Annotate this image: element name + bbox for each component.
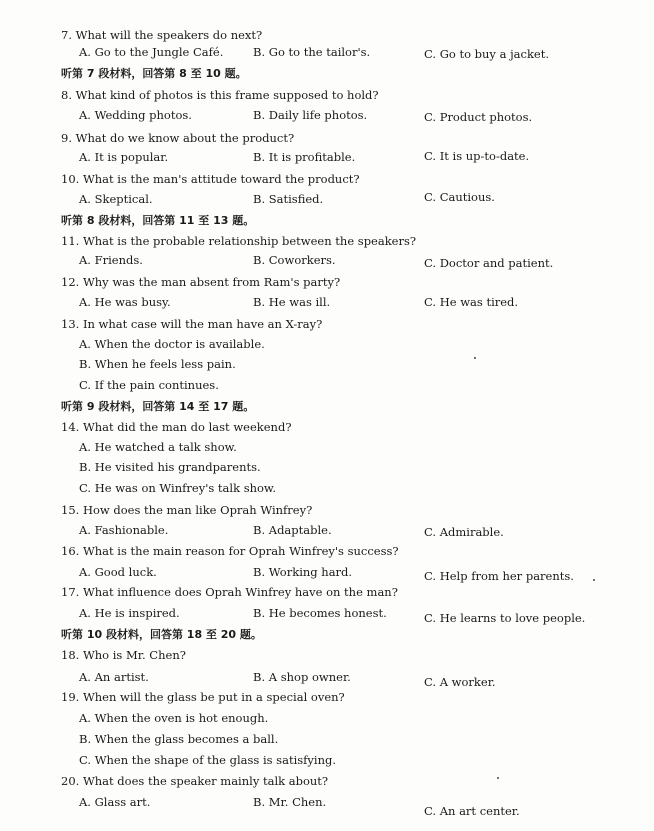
option-c: C. Help from her parents.: [424, 569, 574, 583]
question-stem: 18. Who is Mr. Chen?: [61, 648, 186, 662]
section-instruction: 听第 7 段材料，回答第 8 至 10 题。: [61, 67, 247, 80]
option-b: B. A shop owner.: [253, 670, 351, 684]
option-a: A. Fashionable.: [79, 523, 169, 537]
question-stem: 11. What is the probable relationship between the speakers?: [61, 234, 417, 248]
option-b: B. He becomes honest.: [253, 606, 387, 620]
section-instruction: 听第 8 段材料，回答第 11 至 13 题。: [61, 214, 255, 227]
option-a: A. Good luck.: [79, 565, 157, 579]
question-stem: 10. What is the man's attitude toward the product?: [61, 172, 360, 186]
question-stem: 12. Why was the man absent from Ram's party?: [61, 275, 341, 289]
option-line: A. When the doctor is available.: [79, 337, 265, 351]
question-stem: 9. What do we know about the product?: [61, 131, 295, 145]
option-line: C. If the pain continues.: [79, 378, 219, 392]
option-b: B. Mr. Chen.: [253, 795, 327, 809]
question-stem: 8. What kind of photos is this frame supposed to hold?: [61, 88, 379, 102]
option-c: C. Cautious.: [424, 190, 495, 204]
option-a: A. Friends.: [79, 253, 143, 267]
question-stem: 13. In what case will the man have an X-ray?: [61, 317, 323, 331]
question-stem: 7. What will the speakers do next?: [61, 28, 263, 42]
option-a: A. Skeptical.: [79, 192, 153, 206]
option-a: A. He was busy.: [79, 295, 171, 309]
option-a: A. It is popular.: [79, 150, 169, 164]
option-b: B. Adaptable.: [253, 523, 332, 537]
option-line: B. When he feels less pain.: [79, 357, 236, 371]
option-b: B. It is profitable.: [253, 150, 356, 164]
question-stem: 16. What is the main reason for Oprah Winfrey's success?: [61, 544, 399, 558]
option-c: C. Go to buy a jacket.: [424, 47, 550, 61]
option-c: C. He was tired.: [424, 295, 519, 309]
option-a: A. Glass art.: [79, 795, 151, 809]
option-a: A. An artist.: [79, 670, 149, 684]
scan-speck: [474, 357, 476, 359]
option-c: C. An art center.: [424, 804, 520, 818]
option-b: B. Working hard.: [253, 565, 353, 579]
option-line: C. When the shape of the glass is satisfying.: [79, 753, 336, 767]
option-c: C. A worker.: [424, 675, 496, 689]
question-stem: 17. What influence does Oprah Winfrey have on the man?: [61, 585, 398, 599]
option-b: B. Go to the tailor's.: [253, 45, 371, 59]
option-c: C. It is up-to-date.: [424, 149, 530, 163]
question-stem: 15. How does the man like Oprah Winfrey?: [61, 503, 313, 517]
section-instruction: 听第 9 段材料，回答第 14 至 17 题。: [61, 400, 255, 413]
option-line: C. He was on Winfrey's talk show.: [79, 481, 277, 495]
option-c: C. He learns to love people.: [424, 611, 586, 625]
option-b: B. Daily life photos.: [253, 108, 368, 122]
option-b: B. Coworkers.: [253, 253, 336, 267]
scan-speck: [497, 777, 499, 779]
option-c: C. Doctor and patient.: [424, 256, 554, 270]
option-c: C. Product photos.: [424, 110, 533, 124]
option-a: A. He is inspired.: [79, 606, 180, 620]
question-stem: 14. What did the man do last weekend?: [61, 420, 292, 434]
option-line: B. He visited his grandparents.: [79, 460, 261, 474]
scan-speck: [593, 579, 595, 581]
option-line: A. He watched a talk show.: [79, 440, 237, 454]
option-c: C. Admirable.: [424, 525, 504, 539]
option-b: B. He was ill.: [253, 295, 331, 309]
option-line: A. When the oven is hot enough.: [79, 711, 269, 725]
option-line: B. When the glass becomes a ball.: [79, 732, 279, 746]
option-a: A. Wedding photos.: [79, 108, 192, 122]
section-instruction: 听第 10 段材料，回答第 18 至 20 题。: [61, 628, 262, 641]
question-stem: 20. What does the speaker mainly talk about?: [61, 774, 329, 788]
option-a: A. Go to the Jungle Café.: [79, 45, 224, 59]
question-stem: 19. When will the glass be put in a special oven?: [61, 690, 345, 704]
option-b: B. Satisfied.: [253, 192, 324, 206]
